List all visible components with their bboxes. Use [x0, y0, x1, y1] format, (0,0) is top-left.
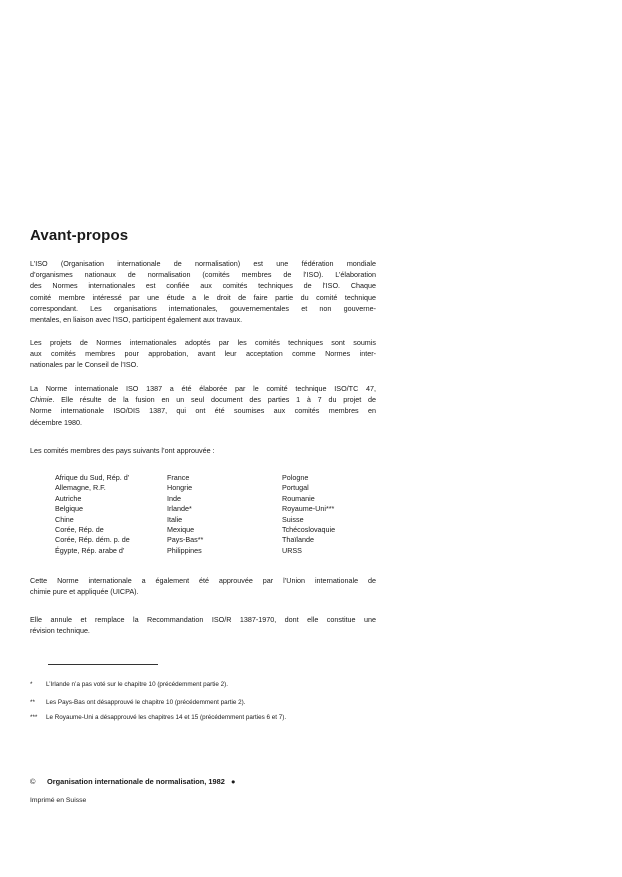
country-item: France: [167, 473, 190, 482]
copyright-icon: ©: [30, 777, 36, 786]
footnote-mark: ***: [30, 714, 38, 721]
paragraph-text: . Elle résulte de la fusion en un seul document des parties 1 à 7 du projet de: [52, 395, 376, 405]
country-item: Portugal: [282, 483, 309, 493]
country-item: Thaïlande: [282, 535, 314, 545]
country-item: Belgique: [55, 504, 83, 514]
footnote-text: L’Irlande n’a pas voté sur le chapitre 10 (précédemment partie 2).: [46, 681, 229, 688]
paragraph-line: mentales, en liaison avec l’ISO, participent également aux travaux.: [30, 315, 243, 325]
country-item: Chine: [55, 514, 74, 524]
country-item: Pologne: [282, 473, 309, 482]
countries-column-1: [55, 473, 130, 556]
footnote-3: [30, 714, 286, 722]
replacement-paragraph: [30, 614, 376, 636]
copyright-text: Organisation internationale de normalisation, 1982: [47, 777, 225, 786]
country-item: Afrique du Sud, Rép. d’: [55, 473, 130, 482]
committee-name: Chimie: [30, 395, 53, 405]
country-item: Tchécoslovaquie: [282, 525, 336, 535]
paragraph-line: L’ISO (Organisation internationale de normalisation) est une fédération mondiale: [30, 259, 376, 268]
paragraph-line: d’organismes nationaux de normalisation (comités membres de l’ISO). L’élaboration: [30, 270, 376, 280]
foreword-paragraph-2: [30, 337, 376, 371]
page-title: Avant-propos: [30, 227, 129, 244]
country-item: Roumanie: [282, 493, 315, 503]
paragraph-line: Elle annule et remplace la Recommandation ISO/R 1387-1970, dont elle constitue une: [30, 615, 376, 624]
paragraph-line: aux comités membres pour approbation, avant leur acceptation comme Normes inter-: [30, 349, 376, 359]
footnote-1: [30, 681, 228, 689]
paragraph-line: nationales par le Conseil de l’ISO.: [30, 360, 139, 370]
countries-column-2: [167, 473, 203, 556]
country-item: Allemagne, R.F.: [55, 483, 106, 493]
paragraph-line: correspondant. Les organisations internationales, gouvernementales et non gouverne-: [30, 303, 376, 313]
paragraph-line: Les projets de Normes internationales adoptés par les comités techniques sont soumis: [30, 338, 376, 347]
paragraph-line: révision technique.: [30, 626, 90, 636]
country-item: Inde: [167, 493, 181, 503]
paragraph-line: Les comités membres des pays suivants l’ont approuvée :: [30, 446, 215, 455]
paragraph-line: des Normes internationales est confiée aux comités techniques de l’ISO. Chaque: [30, 281, 376, 291]
imprint-line: Imprimé en Suisse: [30, 797, 87, 804]
country-item: Corée, Rép. de: [55, 525, 104, 535]
paragraph-line: chimie pure et appliquée (UICPA).: [30, 587, 139, 597]
footnote-mark: *: [30, 681, 33, 688]
countries-column-3: [282, 473, 335, 556]
country-item: Royaume-Uni***: [282, 504, 335, 514]
paragraph-line: Cette Norme internationale a également été approuvée par l’Union internationale de: [30, 576, 376, 585]
country-item: Italie: [167, 514, 183, 524]
country-item: Égypte, Rép. arabe d’: [55, 545, 125, 555]
country-item: Corée, Rép. dém. p. de: [55, 535, 130, 545]
foreword-paragraph-3: [30, 383, 376, 428]
country-item: Mexique: [167, 525, 195, 535]
footnote-mark: **: [30, 699, 35, 706]
footnote-text: Les Pays-Bas ont désapprouvé le chapitre 10 (précédemment partie 2).: [46, 699, 246, 706]
footnote-text: Le Royaume-Uni a désapprouvé les chapitres 14 et 15 (précédemment parties 6 et 7).: [46, 714, 287, 721]
paragraph-line: La Norme internationale ISO 1387 a été élaborée par le comité technique ISO/TC 47,: [30, 384, 376, 393]
country-item: URSS: [282, 545, 302, 555]
bullet-icon: ●: [231, 777, 236, 786]
country-item: Hongrie: [167, 483, 193, 493]
footnote-2: [30, 699, 246, 707]
approval-intro: [30, 445, 376, 456]
country-item: Suisse: [282, 514, 304, 524]
paragraph-line: [30, 394, 376, 405]
paragraph-line: comité membre intéressé par une étude a le droit de faire partie du comité technique: [30, 292, 376, 302]
foreword-paragraph-1: [30, 258, 376, 325]
copyright-notice: [30, 777, 235, 786]
paragraph-line: décembre 1980.: [30, 417, 82, 427]
footnote-divider: [48, 664, 158, 665]
country-item: Pays-Bas**: [167, 535, 204, 545]
paragraph-line: Norme internationale ISO/DIS 1387, qui ont été soumises aux comités membres en: [30, 406, 376, 416]
country-item: Autriche: [55, 493, 82, 503]
country-item: Irlande*: [167, 504, 192, 514]
uicpa-approval-paragraph: [30, 575, 376, 597]
country-item: Philippines: [167, 545, 202, 555]
